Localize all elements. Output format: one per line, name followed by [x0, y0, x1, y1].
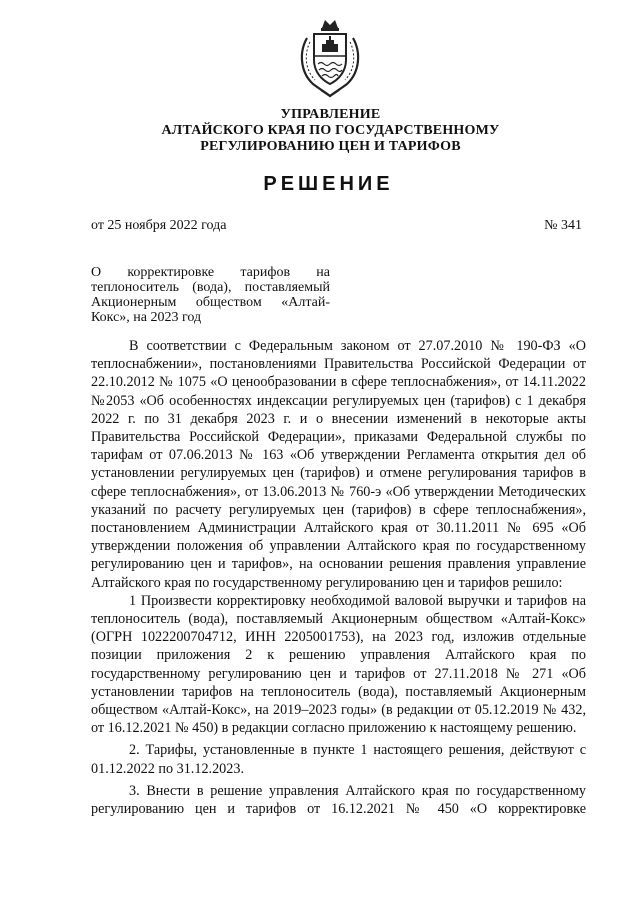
document-date: от 25 ноября 2022 года	[91, 218, 227, 233]
document-subject	[91, 265, 330, 325]
document-title: РЕШЕНИЕ	[263, 173, 394, 195]
document-body	[91, 337, 586, 818]
altai-krai-coat-of-arms-icon	[295, 16, 365, 100]
item-2-paragraph: 2. Тарифы, установленные в пункте 1 настоящего решения, действуют с 01.12.2022 по 31.12.2023.	[91, 742, 586, 777]
item-1-paragraph: 1 Произвести корректировку необходимой валовой выручки и тарифов на теплоноситель (вода), поставляемый Акционерным обществом «Алтай-Кокс» (ОГРН 1022200704712, ИНН 2205001753), на 2023 год, изложив отдельные позиции приложения 2 к решению управления Алтайского края по государственному регулированию цен и тарифов от 27.11.2018 № 271 «Об установлении тарифов на теплоноситель (вода), поставляемый Акционерным обществом «Алтай-Кокс», на 2019–2023 годы» (в редакции от 05.12.2019 № 432, от 16.12.2021 № 450) в редакции согласно приложению к настоящему решению.	[91, 592, 586, 737]
preamble-paragraph: В соответствии с Федеральным законом от 27.07.2010 № 190-ФЗ «О теплоснабжении», постановлениями Правительства Российской Федерации от 22.10.2012 № 1075 «О ценообразовании в сфере теплоснабжения», от 14.11.2022 №2053 «Об особенностях индексации регулируемых цен (тарифов) с 1 декабря 2022 г. по 31 декабря 2023 г. и о внесении изменений в некоторые акты Правительства Российской Федерации», приказами Федеральной службы по тарифам от 07.06.2013 № 163 «Об утверждении Регламента открытия дел об установлении регулируемых цен (тарифов) и отмене регулирования тарифов в сфере теплоснабжения», от 13.06.2013 № 760-э «Об утверждении Методических указаний по расчету регулируемых цен (тарифов) в сфере теплоснабжения», постановлением Администрации Алтайского края от 30.11.2011 № 695 «Об утверждении положения об управлении Алтайского края по государственному регулированию цен и тарифов», на основании решения правления управление Алтайского края по государственному регулированию цен и тарифов решило:	[91, 338, 586, 591]
header-line-2: АЛТАЙСКОГО КРАЯ ПО ГОСУДАРСТВЕННОМУ	[161, 123, 500, 138]
subject-line-2: теплоноситель (вода), поставляемый	[91, 280, 330, 295]
subject-line-3: Акционерным обществом «Алтай-	[91, 295, 330, 310]
document-number: № 341	[544, 218, 582, 233]
header-line-3: РЕГУЛИРОВАНИЮ ЦЕН И ТАРИФОВ	[200, 139, 461, 154]
header-line-1: УПРАВЛЕНИЕ	[280, 107, 381, 122]
subject-line-4: Кокс», на 2023 год	[91, 310, 202, 325]
item-3-line-1: 3. Внести в решение управления Алтайского края по государственному	[129, 782, 586, 799]
item-3-line-2: регулированию цен и тарифов от 16.12.2021 № 450 «О корректировке	[91, 801, 586, 818]
subject-line-1: О корректировке тарифов на	[91, 265, 330, 280]
agency-header	[0, 107, 639, 155]
